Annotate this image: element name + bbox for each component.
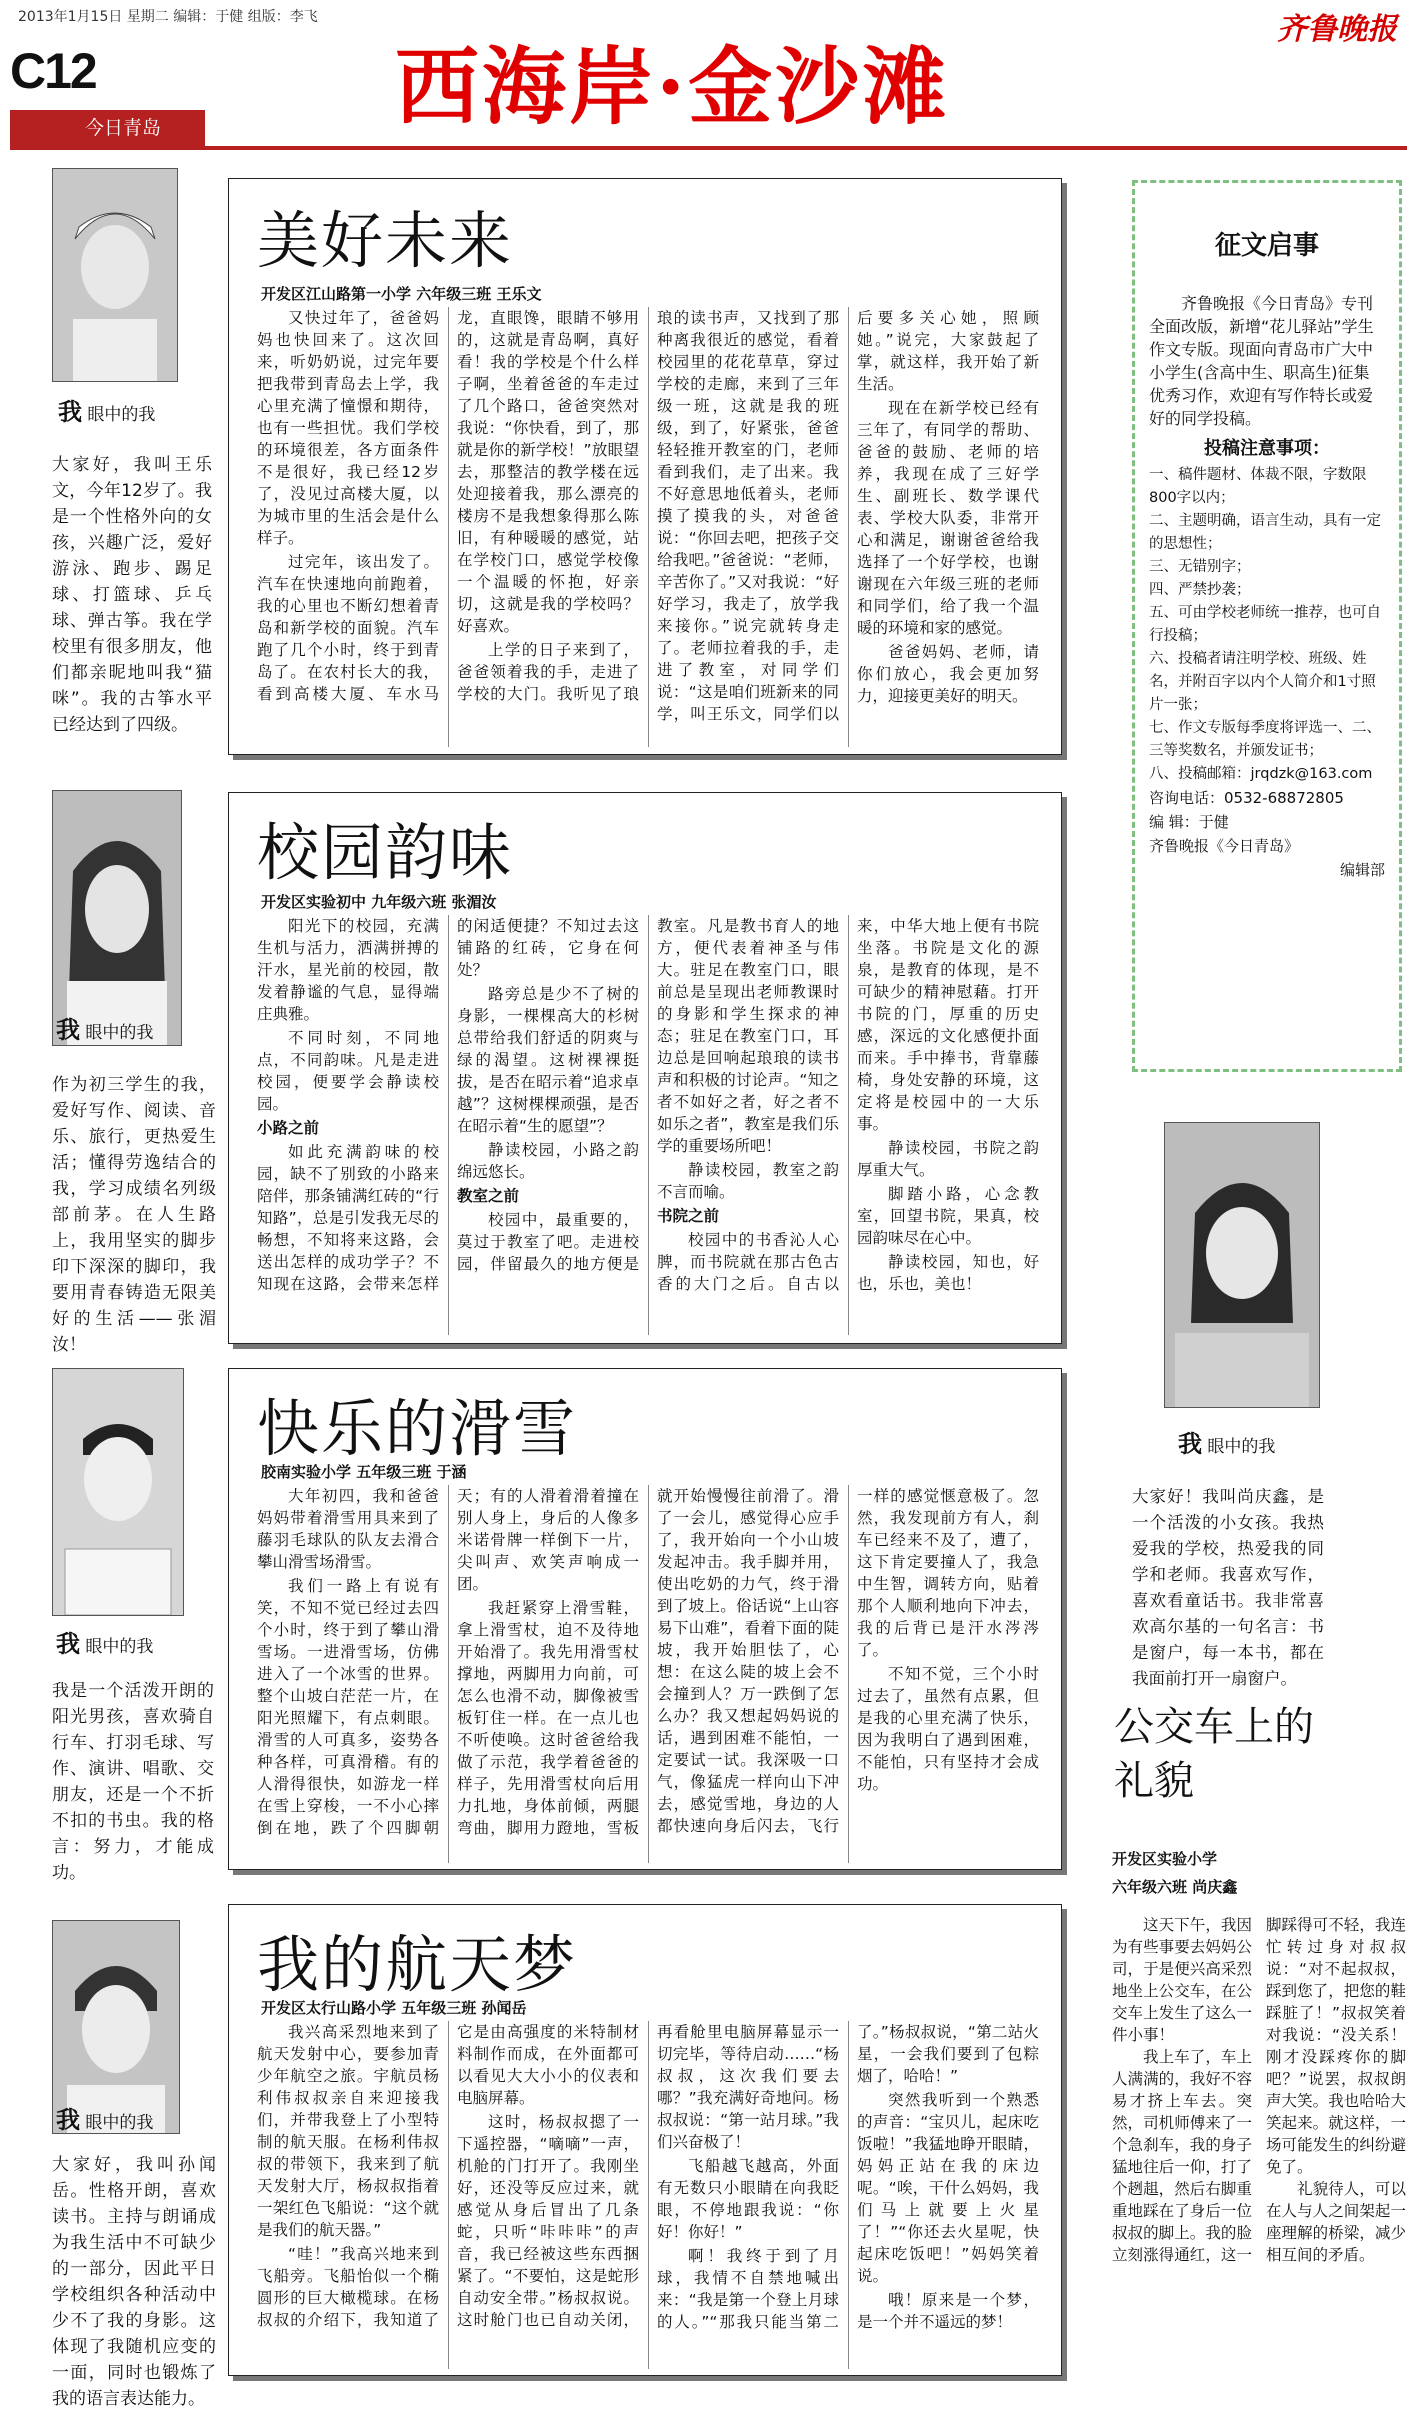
paragraph: 不知不觉，三个小时过去了，虽然有点累，但是我的心里充满了快乐，因为我明白了遇到困难，不能怕，只有坚持才会成功。 bbox=[857, 1665, 1039, 1793]
paragraph: 静读校园，知也，好也，乐也，美也！ bbox=[857, 1253, 1039, 1293]
paragraph: 脚踏小路，心念教室，回望书院，果真，校园韵味尽在心中。 bbox=[857, 1185, 1039, 1247]
bus-article-school: 开发区实验小学 bbox=[1112, 1850, 1218, 1868]
paragraph: 突然我听到一个熟悉的声音：“宝贝儿，起床吃饭啦！”我猛地睁开眼睛，妈妈正站在我的床边呢。“唉，干什么妈妈，我们马上就要上火星了！”“你还去火星呢，快起床吃饭吧！”妈妈笑着说。 bbox=[857, 2091, 1039, 2285]
paragraph: 上学的日子来到了，爸爸领着我的手，走进了学校的大门。我听见了琅琅的读书声，又找到了那种离我很近的感觉，看着校园里的花花草草，穿过学校的走廊，来到了三年级一班，这就是我的班级，到了，好紧张，爸爸轻轻推开教室的门，老师看到我们，走了出来。我不好意思地低着头，老师摸了摸我的头，对爸爸说：“你回去吧，把孩子交给我吧。”爸爸说：“老师，辛苦你了。”又对我说：“好好学习，我走了，放学我来接你。”说完就转身走了。老师拉着我的手，走进了教室，对同学们说：“这是咱们班新来的同学，叫王乐文，同学们以后要多关心她，照顾她。”说完，大家鼓起了掌，就这样，我开始了新生活。 bbox=[457, 309, 1039, 723]
rule-item: 五、可由学校老师统一推荐，也可自行投稿； bbox=[1149, 605, 1381, 644]
notice-intro: 齐鲁晚报《今日青岛》专刊全面改版，新增“花儿驿站”学生作文专版。现面向青岛市广大中小学生(含高中生、职高生)征集优秀习作，欢迎有写作特长或爱好的同学投稿。 bbox=[1149, 294, 1374, 428]
date-info: 2013年1月15日 星期二 编辑：于健 组版：李飞 bbox=[18, 9, 318, 25]
notice-org: 齐鲁晚报《今日青岛》 bbox=[1149, 837, 1300, 855]
author-photo bbox=[52, 790, 182, 1046]
rule-item: 八、投稿邮箱：jrqdzk@163.com bbox=[1149, 766, 1373, 782]
author-intro: 大家好！我叫尚庆鑫，是一个活泼的小女孩。我热爱我的学校，热爱我的同学和老师。我喜欢写作，喜欢看童话书。我非常喜欢高尔基的一句名言：书是窗户，每一本书，都在我面前打开一扇窗户。 bbox=[1132, 1487, 1324, 1688]
paragraph: 大年初四，我和爸爸妈妈带着滑雪用具来到了藤羽毛球队的队友去滑合攀山滑雪场滑雪。 bbox=[257, 1487, 439, 1571]
paragraph: 又快过年了，爸爸妈妈也快回来了。这次回来，听奶奶说，过完年要把我带到青岛去上学，我心里充满了憧憬和期待，也有一些担忧。我们学校的环境很差，各方面条件不是很好，我已经12岁了，没见过高楼大厦，以为城市里的生活会是什么样子。 bbox=[257, 309, 439, 547]
paragraph: 我兴高采烈地来到了航天发射中心，要参加青少年航空之旅。宇航员杨利伟叔叔亲自来迎接我们，并带我登上了小型特制的航天服。在杨利伟叔叔的带领下，我来到了航天发射大厅，杨叔叔指着一架红色飞船说：“这个就是我们的航天器。” bbox=[257, 2023, 439, 2239]
paragraph: “哇！”我高兴地来到飞船旁。飞船怡似一个椭圆形的巨大橄榄球。在杨叔叔的介绍下，我知道了它是由高强度的米特制材料制作而成，在外面都可以看见大大小小的仪表和电脑屏幕。 bbox=[257, 2023, 639, 2329]
paragraph: 我们一路上有说有笑，不知不觉已经过去四个小时，终于到了攀山滑雪场。一进滑雪场，仿佛进入了一个冰雪的世界。整个山坡白茫茫一片，在阳光照耀下，有点刺眼。滑雪的人可真多，姿势各种各样，可真滑稽。有的人滑得很快，如游龙一样在雪上穿梭，一不小心摔倒在地，跌了个四脚朝天；有的人滑着滑着撞在别人身上，身后的人像多米诺骨牌一样倒下一片，尖叫声、欢笑声响成一团。 bbox=[257, 1487, 639, 1837]
article-body bbox=[257, 2021, 1039, 2369]
paragraph: 过完年，该出发了。汽车在快速地向前跑着，我的心里也不断幻想着青岛和新学校的面貌。汽车跑了几个小时，终于到青岛了。在农村长大的我，看到高楼大厦、车水马龙，直眼馋，眼睛不够用的，这就是青岛啊，真好看！我的学校是个什么样子啊，坐着爸爸的车走过了几个路口，爸爸突然对我说：“你快看，到了，那就是你的新学校！”放眼望去，那整洁的教学楼在远处迎接着我，那么漂亮的楼房不是我想象得那么陈旧，有种暖暖的感觉，站在学校门口，感觉学校像一个温暖的怀抱，好亲切，这就是我的学校吗？好喜欢。 bbox=[257, 309, 639, 703]
paragraph: 不同时刻，不同地点，不同韵味。凡是走进校园，便要学会静读校园。 bbox=[257, 1029, 439, 1113]
article-byline: 胶南实验小学 五年级三班 于涵 bbox=[261, 1463, 467, 1481]
subheading: 教室之前 bbox=[457, 1187, 520, 1205]
article-title: 美好未来 bbox=[257, 204, 514, 277]
article-title: 快乐的滑雪 bbox=[257, 1392, 578, 1465]
paragraph: 静读校园，教室之韵不言而喻。 bbox=[657, 1161, 839, 1201]
article-byline: 开发区太行山路小学 五年级三班 孙闻岳 bbox=[261, 1999, 527, 2017]
paragraph: 哦！原来是一个梦，是一个并不遥远的梦！ bbox=[857, 2291, 1039, 2331]
paragraph: 我上车了，车上人满满的，我好不容易才挤上车去。突然，司机师傅来了一个急刹车，我的身子猛地往后一仰，打了个趔趄，然后右脚重重地踩在了身后一位叔叔的脚上。我的脸立刻涨得通红，这一脚踩得可不轻，我连忙转过身对叔叔说：“对不起叔叔，踩到您了，把您的鞋踩脏了！”叔叔笑着对我说：“没关系！刚才没踩疼你的脚吧？”说罢，叔叔朗声大笑。我也哈哈大笑起来。就这样，一场可能发生的纠纷避免了。 bbox=[1112, 1916, 1406, 2264]
notice-title: 征文启事 bbox=[1214, 231, 1319, 261]
contact-phone: 咨询电话：0532-68872805 bbox=[1149, 789, 1344, 807]
photo-caption: 我 眼中的我 bbox=[56, 1015, 154, 1044]
author-photo bbox=[52, 168, 178, 382]
author-intro: 作为初三学生的我，爱好写作、阅读、音乐、旅行，更热爱生活；懂得劳逸结合的我，学习成绩名列级部前茅。在人生路上，我用坚实的脚步印下深深的脚印，我要用青春铸造无限美好的生活——张湄汝！ bbox=[52, 1075, 216, 1355]
author-photo bbox=[52, 1368, 184, 1616]
author-intro: 大家好，我叫孙闻岳。性格开朗，喜欢读书。主持与朗诵成为我生活中不可缺少的一部分，因此平日学校组织各种活动中少不了我的身影。这体现了我随机应变的一面，同时也锻炼了我的语言表达能力。 bbox=[52, 2155, 216, 2409]
photo-caption: 我 眼中的我 bbox=[58, 397, 156, 426]
paragraph: 飞船越飞越高，外面有无数只小眼睛在向我眨眼，不停地跟我说：“你好！你好！” bbox=[657, 2157, 839, 2241]
article-box bbox=[228, 792, 1062, 1344]
article-title: 我的航天梦 bbox=[257, 1928, 578, 2001]
photo-caption: 我 眼中的我 bbox=[56, 1629, 154, 1658]
header-rule bbox=[10, 146, 1407, 150]
paragraph: 阳光下的校园，充满生机与活力，洒满拼搏的汗水，星光前的校园，散发着静谧的气息，显得端庄典雅。 bbox=[257, 917, 439, 1023]
paragraph: 如此充满韵味的校园，缺不了别致的小路来陪伴，那条铺满红砖的“行知路”，总是引发我无尽的畅想，不知将来这路，会送出怎样的成功学子？不知现在这路，会带来怎样的闲适便捷？不知过去这铺路的红砖，它身在何处？ bbox=[257, 917, 639, 1293]
paragraph: 这时，杨叔叔摁了一下遥控器，“嘀嘀”一声，机舱的门打开了。我刚坐好，还没等反应过来，就感觉从身后冒出了几条蛇，只听“咔咔咔”的声音，我已经被这些东西捆紧了。“不要怕，这是蛇形自动安全带。”杨叔叔说。这时舱门也已自动关闭，再看舱里电脑屏幕显示一切完毕，等待启动……“杨叔叔，这次我们要去哪？”我充满好奇地问。杨叔叔说：“第一站月球。”我们兴奋极了！ bbox=[457, 2023, 839, 2329]
subheading: 书院之前 bbox=[657, 1207, 720, 1225]
author-photo bbox=[1164, 1122, 1320, 1408]
article-body bbox=[257, 1485, 1039, 1863]
article-box bbox=[228, 178, 1062, 755]
notice-editor: 编 辑：于健 bbox=[1149, 813, 1229, 831]
paragraph: 我赶紧穿上滑雪鞋，拿上滑雪杖，迫不及待地开始滑了。我先用滑雪杖撑地，两脚用力向前，可怎么也滑不动，脚像被雪板钉住一样。在一点儿也不听使唤。这时爸爸给我做了示范，我学着爸爸的样子，先用滑雪杖向后用力扎地，身体前倾，两腿弯曲，脚用力蹬地，雪板就开始慢慢往前滑了。滑了一会儿，感觉得心应手了，我开始向一个小山坡发起冲击。我手脚并用，使出吃奶的力气，终于滑到了坡上。俗话说“上山容易下山难”，看着下面的陡坡，我开始胆怯了，心想：在这么陡的坡上会不会撞到人？万一跌倒了怎么办？我又想起妈妈说的话，遇到困难不能怕，一定要试一试。我深吸一口气，像猛虎一样向山下冲去，感觉雪地，身边的人都快速向身后闪去，飞行一样的感觉惬意极了。忽然，我发现前方有人，刹车已经来不及了，遭了，这下肯定要撞人了，我急中生智，调转方向，贴着那个人顺利地向下冲去，我的后背已是汗水涔涔了。 bbox=[457, 1487, 1039, 1837]
paragraph: 礼貌待人，可以在人与人之间架起一座理解的桥梁，减少相互间的矛盾。 bbox=[1266, 2180, 1406, 2264]
bus-article-title: 公交车上的礼貌 bbox=[1114, 1704, 1314, 1804]
bus-article-body bbox=[1112, 1914, 1406, 2384]
call-for-submissions bbox=[1132, 180, 1402, 1072]
paragraph: 校园中的书香沁人心脾，而书院就在那古色古香的大门之后。自古以来，中华大地上便有书院坐落。书院是文化的源泉，是教育的体现，是不可缺少的精神慰藉。打开书院的门，厚重的历史感，深远的文化感便扑面而来。手中捧书，背靠藤椅，身处安静的环境，这定将是校园中的一大乐事。 bbox=[657, 917, 1039, 1293]
article-body bbox=[257, 307, 1039, 747]
article-byline: 开发区实验初中 九年级六班 张湄汝 bbox=[261, 893, 497, 911]
article-title: 校园韵味 bbox=[257, 816, 514, 889]
notice-dept: 编辑部 bbox=[1339, 861, 1385, 879]
article-body bbox=[257, 915, 1039, 1335]
paragraph: 路旁总是少不了树的身影，一棵棵高大的杉树总带给我们舒适的阴爽与绿的渴望。这树裸裸挺拔，是否在昭示着“追求卓越”？这树棵棵顽强，是否在昭示着“生的愿望”？ bbox=[457, 985, 639, 1135]
paper-logo: 齐鲁晚报 bbox=[1277, 12, 1397, 47]
paragraph: 静读校园，小路之韵绵远悠长。 bbox=[457, 1141, 639, 1181]
photo-caption: 我 眼中的我 bbox=[1178, 1429, 1276, 1458]
rules-title: 投稿注意事项： bbox=[1204, 438, 1330, 459]
paragraph: 校园中，最重要的，莫过于教室了吧。走进校园，伴留最久的地方便是教室。凡是教书育人的地方，便代表着神圣与伟大。驻足在教室门口，眼前总是呈现出老师教课时的身影和学生探求的神态；驻足在教室门口，耳边总是回响起琅琅的读书声和积极的讨论声。“知之者不如好之者，好之者不如乐之者”，教室是我们乐学的重要场所吧！ bbox=[457, 917, 839, 1273]
article-byline: 开发区江山路第一小学 六年级三班 王乐文 bbox=[261, 285, 542, 303]
article-box bbox=[228, 1368, 1062, 1870]
section-tag: 今日青岛 bbox=[10, 110, 205, 146]
photo-caption: 我 眼中的我 bbox=[56, 2105, 154, 2134]
page-number: C12 bbox=[10, 43, 96, 99]
rule-item: 七、作文专版每季度将评选一、二、三等奖数名，并颁发证书； bbox=[1149, 720, 1381, 759]
bus-article-class: 六年级六班 尚庆鑫 bbox=[1112, 1878, 1238, 1896]
rule-item: 一、稿件题材、体裁不限，字数限800字以内； bbox=[1149, 467, 1367, 506]
author-intro: 大家好，我叫王乐文，今年12岁了。我是一个性格外向的女孩，兴趣广泛，爱好游泳、跑步、踢足球、打篮球、乒乓球、弹古筝。我在学校里有很多朋友，他们都亲昵地叫我“猫咪”。我的古筝水平已经达到了四级。 bbox=[52, 455, 212, 735]
paragraph: 这天下午，我因为有些事要去妈妈公司，于是便兴高采烈地坐上公交车，在公交车上发生了这么一件小事！ bbox=[1112, 1916, 1252, 2044]
rule-item: 二、主题明确，语言生动，具有一定的思想性； bbox=[1149, 513, 1381, 552]
subheading: 小路之前 bbox=[257, 1119, 320, 1137]
paragraph: 啊！我终于到了月球，我情不自禁地喊出来：“我是第一个登上月球的人。”“那我只能当第二了。”杨叔叔说，“第二站火星，一会我们要到了包粽烟了，哈哈！” bbox=[657, 2023, 1039, 2331]
paragraph: 静读校园，书院之韵厚重大气。 bbox=[857, 1139, 1039, 1179]
masthead-title: 西海岸·金沙滩 bbox=[395, 37, 950, 136]
author-intro: 我是一个活泼开朗的阳光男孩，喜欢骑自行车、打羽毛球、写作、演讲、唱歌、交朋友，还是一个不折不扣的书虫。我的格言：努力，才能成功。 bbox=[52, 1681, 214, 1883]
rules-list bbox=[1135, 464, 1399, 786]
rule-item: 三、无错别字； bbox=[1149, 559, 1251, 575]
article-box bbox=[228, 1904, 1062, 2376]
paragraph: 爸爸妈妈、老师，请你们放心，我会更加努力，迎接更美好的明天。 bbox=[857, 643, 1039, 705]
rule-item: 六、投稿者请注明学校、班级、姓名，并附百字以内个人简介和1寸照片一张； bbox=[1149, 651, 1376, 713]
paragraph: 现在在新学校已经有三年了，有同学的帮助、爸爸的鼓励、老师的培养，我现在成了三好学生、副班长、数学课代表、学校大队委，非常开心和满足，谢谢爸爸给我选择了一个好学校，也谢谢现在六年级三班的老师和同学们，给了我一个温暖的环境和家的感觉。 bbox=[857, 399, 1039, 637]
rule-item: 四、严禁抄袭； bbox=[1149, 582, 1251, 598]
